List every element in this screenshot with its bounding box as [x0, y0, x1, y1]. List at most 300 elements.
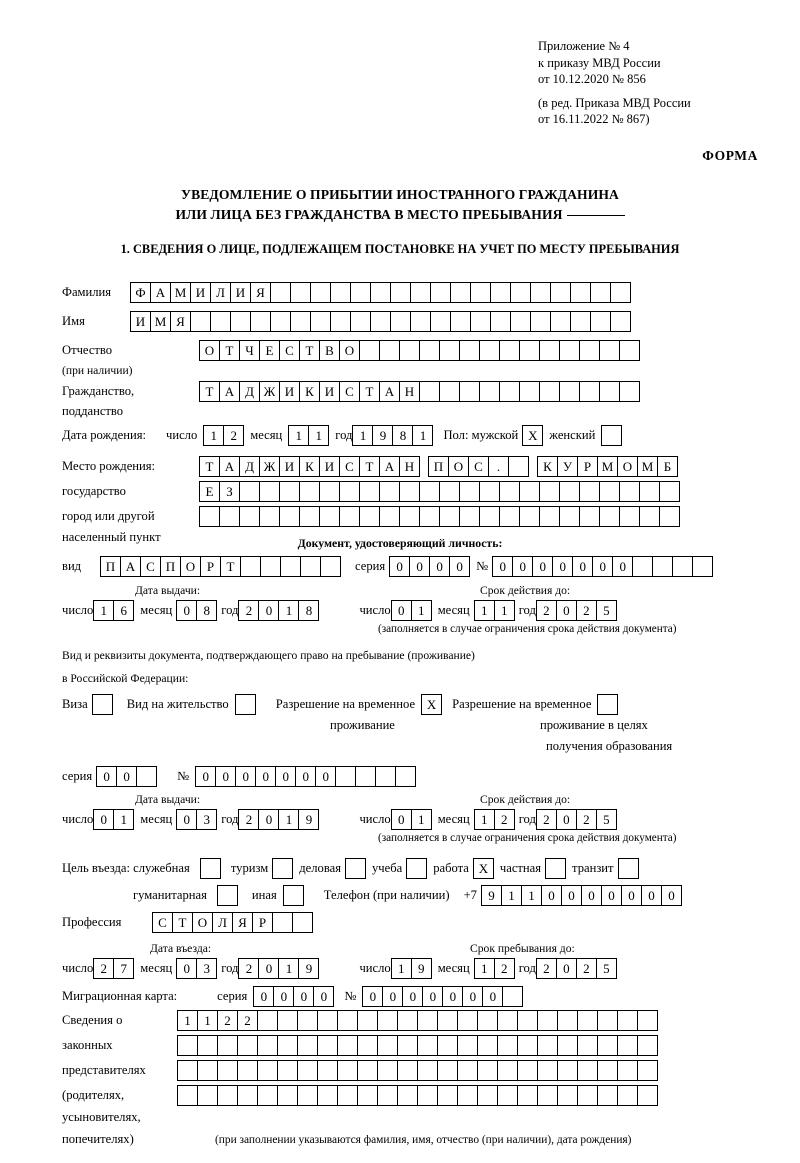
birthplace-country-cell[interactable]: С	[339, 456, 360, 477]
citizenship-cell[interactable]	[419, 381, 440, 402]
birthplace-city-4-cell[interactable]	[459, 506, 480, 527]
temp-residence-checkbox[interactable]: X	[421, 694, 442, 715]
phone-cell[interactable]: 1	[501, 885, 522, 906]
birthplace-city-3-cell[interactable]	[279, 481, 300, 502]
legal-rep-1-cell[interactable]	[597, 1010, 618, 1031]
legal-rep-2-cell[interactable]	[237, 1035, 258, 1056]
birthplace-country-cell[interactable]: Ж	[259, 456, 280, 477]
name-cell[interactable]	[290, 311, 311, 332]
doc-kind-cell[interactable]: Т	[220, 556, 241, 577]
legal-rep-2-cell[interactable]	[177, 1035, 198, 1056]
legal-rep-1-cell[interactable]	[397, 1010, 418, 1031]
phone-cell[interactable]: 0	[581, 885, 602, 906]
migration-number-cell[interactable]: 0	[462, 986, 483, 1007]
permit-number-cell[interactable]: 0	[295, 766, 316, 787]
doc-number-cell[interactable]	[652, 556, 673, 577]
birthplace-city-3-cell[interactable]	[259, 481, 280, 502]
citizenship-cell[interactable]: И	[319, 381, 340, 402]
surname-cell[interactable]	[450, 282, 471, 303]
legal-rep-3-cell[interactable]	[357, 1060, 378, 1081]
permit-number-cell[interactable]	[335, 766, 356, 787]
surname-cell[interactable]	[510, 282, 531, 303]
stay-year-cell[interactable]: 5	[596, 958, 617, 979]
surname-cell[interactable]	[370, 282, 391, 303]
stay-year-cell[interactable]: 0	[556, 958, 577, 979]
name-cell[interactable]	[310, 311, 331, 332]
legal-rep-row-4-input[interactable]	[177, 1085, 658, 1106]
permit-issue-day-cell[interactable]: 0	[93, 809, 114, 830]
name-input[interactable]	[130, 311, 631, 332]
birthplace-city-4-cell[interactable]	[579, 506, 600, 527]
legal-rep-4-cell[interactable]	[297, 1085, 318, 1106]
doc-valid-year-cell[interactable]: 2	[536, 600, 557, 621]
patronymic-cell[interactable]	[439, 340, 460, 361]
doc-number-cell[interactable]: 0	[552, 556, 573, 577]
entry-year-cell[interactable]: 1	[278, 958, 299, 979]
entry-year-cell[interactable]: 0	[258, 958, 279, 979]
surname-cell[interactable]: И	[190, 282, 211, 303]
surname-cell[interactable]	[550, 282, 571, 303]
surname-cell[interactable]: Ф	[130, 282, 151, 303]
migration-series-cell[interactable]: 0	[313, 986, 334, 1007]
patronymic-cell[interactable]: В	[319, 340, 340, 361]
birthplace-city-3-cell[interactable]: Е	[199, 481, 220, 502]
legal-rep-2-cell[interactable]	[537, 1035, 558, 1056]
legal-rep-2-cell[interactable]	[437, 1035, 458, 1056]
stay-year-cell[interactable]: 2	[536, 958, 557, 979]
legal-rep-2-cell[interactable]	[357, 1035, 378, 1056]
birthplace-city-2-cell[interactable]: М	[637, 456, 658, 477]
birthplace-city-4-cell[interactable]	[479, 506, 500, 527]
surname-cell[interactable]	[270, 282, 291, 303]
phone-cell[interactable]: 0	[621, 885, 642, 906]
birthplace-city-2-cell[interactable]: М	[597, 456, 618, 477]
permit-valid-month-cell[interactable]: 2	[494, 809, 515, 830]
birthplace-city-3-cell[interactable]	[339, 481, 360, 502]
legal-rep-3-cell[interactable]	[417, 1060, 438, 1081]
doc-series-cell[interactable]: 0	[449, 556, 470, 577]
phone-cell[interactable]: 0	[561, 885, 582, 906]
name-cell[interactable]: Я	[170, 311, 191, 332]
birthplace-city-3-cell[interactable]	[539, 481, 560, 502]
surname-input[interactable]	[130, 282, 631, 303]
purpose-work-checkbox[interactable]: X	[473, 858, 494, 879]
entry-year-cell[interactable]: 2	[238, 958, 259, 979]
birthplace-country-cell[interactable]: Н	[399, 456, 420, 477]
legal-rep-3-cell[interactable]	[477, 1060, 498, 1081]
doc-kind-cell[interactable]	[260, 556, 281, 577]
birthplace-city-4-cell[interactable]	[339, 506, 360, 527]
legal-rep-2-cell[interactable]	[577, 1035, 598, 1056]
birth-day-cell[interactable]: 1	[203, 425, 224, 446]
profession-cell[interactable]: Я	[232, 912, 253, 933]
patronymic-cell[interactable]: О	[199, 340, 220, 361]
migration-number-cell[interactable]: 0	[442, 986, 463, 1007]
purpose-business-checkbox[interactable]	[345, 858, 366, 879]
doc-valid-month-cell[interactable]: 1	[474, 600, 495, 621]
legal-rep-4-cell[interactable]	[597, 1085, 618, 1106]
legal-rep-2-cell[interactable]	[557, 1035, 578, 1056]
legal-rep-4-cell[interactable]	[477, 1085, 498, 1106]
migration-number-cell[interactable]: 0	[482, 986, 503, 1007]
migration-number-cell[interactable]: 0	[382, 986, 403, 1007]
patronymic-cell[interactable]: Е	[259, 340, 280, 361]
permit-valid-month-input[interactable]	[474, 809, 515, 830]
legal-rep-3-cell[interactable]	[237, 1060, 258, 1081]
birthplace-city-3-cell[interactable]	[299, 481, 320, 502]
citizenship-cell[interactable]	[539, 381, 560, 402]
citizenship-cell[interactable]: Т	[199, 381, 220, 402]
doc-number-cell[interactable]: 0	[572, 556, 593, 577]
patronymic-cell[interactable]	[379, 340, 400, 361]
birthplace-city-3-cell[interactable]	[519, 481, 540, 502]
permit-valid-year-cell[interactable]: 2	[536, 809, 557, 830]
phone-input[interactable]	[481, 885, 682, 906]
citizenship-cell[interactable]	[599, 381, 620, 402]
permit-valid-month-cell[interactable]: 1	[474, 809, 495, 830]
citizenship-cell[interactable]	[459, 381, 480, 402]
phone-cell[interactable]: 0	[661, 885, 682, 906]
edu-residence-checkbox[interactable]	[597, 694, 618, 715]
phone-cell[interactable]: 0	[601, 885, 622, 906]
name-cell[interactable]	[190, 311, 211, 332]
patronymic-cell[interactable]	[479, 340, 500, 361]
birthplace-city-4-cell[interactable]	[499, 506, 520, 527]
doc-kind-cell[interactable]: Р	[200, 556, 221, 577]
doc-number-cell[interactable]	[692, 556, 713, 577]
permit-issue-month-cell[interactable]: 0	[176, 809, 197, 830]
legal-rep-2-cell[interactable]	[517, 1035, 538, 1056]
legal-rep-4-cell[interactable]	[397, 1085, 418, 1106]
name-cell[interactable]	[210, 311, 231, 332]
legal-rep-4-cell[interactable]	[417, 1085, 438, 1106]
doc-issue-month-cell[interactable]: 0	[176, 600, 197, 621]
stay-month-cell[interactable]: 1	[474, 958, 495, 979]
legal-rep-3-cell[interactable]	[317, 1060, 338, 1081]
legal-rep-3-cell[interactable]	[437, 1060, 458, 1081]
permit-issue-month-input[interactable]	[176, 809, 217, 830]
permit-number-cell[interactable]	[395, 766, 416, 787]
permit-issue-year-input[interactable]	[238, 809, 319, 830]
doc-issue-day-input[interactable]	[93, 600, 134, 621]
legal-rep-1-cell[interactable]	[437, 1010, 458, 1031]
stay-month-input[interactable]	[474, 958, 515, 979]
name-cell[interactable]	[570, 311, 591, 332]
doc-issue-day-cell[interactable]: 6	[113, 600, 134, 621]
birthplace-city-4-cell[interactable]	[219, 506, 240, 527]
patronymic-cell[interactable]	[579, 340, 600, 361]
permit-number-cell[interactable]: 0	[255, 766, 276, 787]
legal-rep-3-cell[interactable]	[297, 1060, 318, 1081]
entry-day-cell[interactable]: 2	[93, 958, 114, 979]
legal-rep-2-cell[interactable]	[457, 1035, 478, 1056]
permit-issue-year-cell[interactable]: 1	[278, 809, 299, 830]
birthplace-country-cell[interactable]: Д	[239, 456, 260, 477]
surname-cell[interactable]: М	[170, 282, 191, 303]
legal-rep-3-cell[interactable]	[457, 1060, 478, 1081]
legal-rep-1-cell[interactable]	[577, 1010, 598, 1031]
legal-rep-2-cell[interactable]	[497, 1035, 518, 1056]
birth-year-cell[interactable]: 9	[372, 425, 393, 446]
legal-rep-4-cell[interactable]	[337, 1085, 358, 1106]
doc-issue-month-cell[interactable]: 8	[196, 600, 217, 621]
patronymic-cell[interactable]: Т	[299, 340, 320, 361]
legal-rep-3-cell[interactable]	[277, 1060, 298, 1081]
birthplace-country-cell[interactable]: Т	[359, 456, 380, 477]
birthplace-city-3-cell[interactable]	[379, 481, 400, 502]
residence-permit-checkbox[interactable]	[235, 694, 256, 715]
doc-valid-month-input[interactable]	[474, 600, 515, 621]
birthplace-city-2-cell[interactable]: Р	[577, 456, 598, 477]
name-cell[interactable]	[370, 311, 391, 332]
birthplace-city-3-cell[interactable]	[459, 481, 480, 502]
legal-rep-3-cell[interactable]	[617, 1060, 638, 1081]
citizenship-input[interactable]	[199, 381, 640, 402]
legal-rep-4-cell[interactable]	[437, 1085, 458, 1106]
citizenship-cell[interactable]	[559, 381, 580, 402]
phone-cell[interactable]: 0	[641, 885, 662, 906]
stay-year-cell[interactable]: 2	[576, 958, 597, 979]
name-cell[interactable]	[430, 311, 451, 332]
birthplace-city-4-cell[interactable]	[319, 506, 340, 527]
migration-series-cell[interactable]: 0	[293, 986, 314, 1007]
entry-day-cell[interactable]: 7	[113, 958, 134, 979]
patronymic-input[interactable]	[199, 340, 640, 361]
name-cell[interactable]	[390, 311, 411, 332]
entry-month-cell[interactable]: 0	[176, 958, 197, 979]
name-cell[interactable]	[550, 311, 571, 332]
doc-kind-cell[interactable]: О	[180, 556, 201, 577]
birthplace-city-3-cell[interactable]	[239, 481, 260, 502]
birthplace-city-4-cell[interactable]	[239, 506, 260, 527]
legal-rep-4-cell[interactable]	[237, 1085, 258, 1106]
birthplace-city-4-cell[interactable]	[559, 506, 580, 527]
legal-rep-2-cell[interactable]	[257, 1035, 278, 1056]
entry-day-input[interactable]	[93, 958, 134, 979]
profession-cell[interactable]	[292, 912, 313, 933]
legal-rep-1-cell[interactable]	[457, 1010, 478, 1031]
legal-rep-2-cell[interactable]	[597, 1035, 618, 1056]
birthplace-city-3-cell[interactable]	[399, 481, 420, 502]
birthplace-city-4-cell[interactable]	[419, 506, 440, 527]
permit-valid-day-input[interactable]	[391, 809, 432, 830]
legal-rep-row-3-input[interactable]	[177, 1060, 658, 1081]
profession-cell[interactable]: С	[152, 912, 173, 933]
sex-female-checkbox[interactable]	[601, 425, 622, 446]
profession-cell[interactable]: Р	[252, 912, 273, 933]
birthplace-city-part-1-input[interactable]	[428, 456, 529, 477]
doc-valid-day-input[interactable]	[391, 600, 432, 621]
birthplace-city-4-cell[interactable]	[359, 506, 380, 527]
name-cell[interactable]	[250, 311, 271, 332]
legal-rep-3-cell[interactable]	[497, 1060, 518, 1081]
migration-series-cell[interactable]: 0	[253, 986, 274, 1007]
permit-number-cell[interactable]: 0	[315, 766, 336, 787]
doc-number-cell[interactable]	[672, 556, 693, 577]
surname-cell[interactable]: Я	[250, 282, 271, 303]
purpose-tourism-checkbox[interactable]	[272, 858, 293, 879]
patronymic-cell[interactable]: С	[279, 340, 300, 361]
legal-rep-3-cell[interactable]	[397, 1060, 418, 1081]
phone-cell[interactable]: 0	[541, 885, 562, 906]
doc-kind-cell[interactable]: П	[100, 556, 121, 577]
permit-issue-month-cell[interactable]: 3	[196, 809, 217, 830]
legal-rep-2-cell[interactable]	[217, 1035, 238, 1056]
name-cell[interactable]	[230, 311, 251, 332]
patronymic-cell[interactable]	[599, 340, 620, 361]
legal-rep-2-cell[interactable]	[637, 1035, 658, 1056]
doc-kind-cell[interactable]	[320, 556, 341, 577]
doc-kind-cell[interactable]: С	[140, 556, 161, 577]
birthplace-city-3-cell[interactable]	[319, 481, 340, 502]
citizenship-cell[interactable]: А	[379, 381, 400, 402]
patronymic-cell[interactable]	[539, 340, 560, 361]
birthplace-city-3-cell[interactable]: З	[219, 481, 240, 502]
legal-rep-1-cell[interactable]	[317, 1010, 338, 1031]
surname-cell[interactable]	[610, 282, 631, 303]
permit-number-cell[interactable]: 0	[275, 766, 296, 787]
legal-rep-4-cell[interactable]	[177, 1085, 198, 1106]
permit-number-cell[interactable]: 0	[195, 766, 216, 787]
surname-cell[interactable]	[570, 282, 591, 303]
birthplace-city-1-cell[interactable]: С	[468, 456, 489, 477]
profession-input[interactable]	[152, 912, 313, 933]
permit-series-cell[interactable]	[136, 766, 157, 787]
legal-rep-3-cell[interactable]	[577, 1060, 598, 1081]
doc-kind-cell[interactable]: А	[120, 556, 141, 577]
surname-cell[interactable]: Л	[210, 282, 231, 303]
legal-rep-4-cell[interactable]	[577, 1085, 598, 1106]
birthplace-city-3-cell[interactable]	[619, 481, 640, 502]
legal-rep-4-cell[interactable]	[497, 1085, 518, 1106]
permit-valid-year-cell[interactable]: 2	[576, 809, 597, 830]
legal-rep-1-cell[interactable]	[297, 1010, 318, 1031]
birthplace-city-4-cell[interactable]	[259, 506, 280, 527]
birthplace-city-4-cell[interactable]	[299, 506, 320, 527]
legal-rep-1-cell[interactable]	[477, 1010, 498, 1031]
purpose-humanitarian-checkbox[interactable]	[217, 885, 238, 906]
legal-rep-1-cell[interactable]	[497, 1010, 518, 1031]
doc-series-cell[interactable]: 0	[409, 556, 430, 577]
doc-issue-day-cell[interactable]: 1	[93, 600, 114, 621]
birthplace-city-3-cell[interactable]	[599, 481, 620, 502]
sex-male-checkbox[interactable]: X	[522, 425, 543, 446]
doc-valid-day-cell[interactable]: 1	[411, 600, 432, 621]
birthplace-city-3-cell[interactable]	[359, 481, 380, 502]
birthplace-city-1-cell[interactable]: .	[488, 456, 509, 477]
surname-cell[interactable]	[350, 282, 371, 303]
migration-number-cell[interactable]	[502, 986, 523, 1007]
doc-issue-year-cell[interactable]: 8	[298, 600, 319, 621]
legal-rep-1-cell[interactable]	[517, 1010, 538, 1031]
entry-month-cell[interactable]: 3	[196, 958, 217, 979]
birthplace-city-2-cell[interactable]: О	[617, 456, 638, 477]
legal-rep-3-cell[interactable]	[597, 1060, 618, 1081]
legal-rep-3-cell[interactable]	[517, 1060, 538, 1081]
entry-year-cell[interactable]: 9	[298, 958, 319, 979]
birth-month-cell[interactable]: 1	[288, 425, 309, 446]
doc-kind-cell[interactable]: П	[160, 556, 181, 577]
permit-valid-year-cell[interactable]: 5	[596, 809, 617, 830]
legal-rep-4-cell[interactable]	[277, 1085, 298, 1106]
doc-valid-year-cell[interactable]: 0	[556, 600, 577, 621]
birthplace-city-3-cell[interactable]	[559, 481, 580, 502]
citizenship-cell[interactable]: Т	[359, 381, 380, 402]
birth-year-cell[interactable]: 8	[392, 425, 413, 446]
permit-issue-year-cell[interactable]: 9	[298, 809, 319, 830]
legal-rep-row-2-input[interactable]	[177, 1035, 658, 1056]
legal-rep-1-cell[interactable]	[537, 1010, 558, 1031]
birth-year-input[interactable]	[352, 425, 433, 446]
legal-rep-1-cell[interactable]	[617, 1010, 638, 1031]
name-cell[interactable]	[530, 311, 551, 332]
migration-series-cell[interactable]: 0	[273, 986, 294, 1007]
birthplace-city-3-cell[interactable]	[639, 481, 660, 502]
stay-day-cell[interactable]: 9	[411, 958, 432, 979]
profession-cell[interactable]: Т	[172, 912, 193, 933]
stay-day-cell[interactable]: 1	[391, 958, 412, 979]
legal-rep-2-cell[interactable]	[417, 1035, 438, 1056]
surname-cell[interactable]	[310, 282, 331, 303]
doc-number-input[interactable]	[492, 556, 713, 577]
citizenship-cell[interactable]	[499, 381, 520, 402]
patronymic-cell[interactable]	[619, 340, 640, 361]
profession-cell[interactable]	[272, 912, 293, 933]
birthplace-city-4-cell[interactable]	[639, 506, 660, 527]
profession-cell[interactable]: Л	[212, 912, 233, 933]
legal-rep-3-cell[interactable]	[217, 1060, 238, 1081]
name-cell[interactable]	[350, 311, 371, 332]
name-cell[interactable]	[450, 311, 471, 332]
legal-rep-1-cell[interactable]	[637, 1010, 658, 1031]
birthplace-city-3-cell[interactable]	[479, 481, 500, 502]
legal-rep-4-cell[interactable]	[197, 1085, 218, 1106]
legal-rep-2-cell[interactable]	[377, 1035, 398, 1056]
legal-rep-3-cell[interactable]	[377, 1060, 398, 1081]
permit-number-cell[interactable]: 0	[215, 766, 236, 787]
birthplace-city-1-cell[interactable]	[508, 456, 529, 477]
permit-valid-day-cell[interactable]: 0	[391, 809, 412, 830]
legal-rep-2-cell[interactable]	[197, 1035, 218, 1056]
birthplace-city-part-3-input[interactable]	[199, 481, 680, 502]
doc-series-input[interactable]	[389, 556, 470, 577]
legal-rep-4-cell[interactable]	[537, 1085, 558, 1106]
name-cell[interactable]: И	[130, 311, 151, 332]
phone-cell[interactable]: 9	[481, 885, 502, 906]
doc-number-cell[interactable]: 0	[612, 556, 633, 577]
legal-rep-1-cell[interactable]	[357, 1010, 378, 1031]
birthplace-city-3-cell[interactable]	[659, 481, 680, 502]
citizenship-cell[interactable]	[439, 381, 460, 402]
legal-rep-3-cell[interactable]	[257, 1060, 278, 1081]
doc-kind-cell[interactable]	[300, 556, 321, 577]
legal-rep-3-cell[interactable]	[637, 1060, 658, 1081]
patronymic-cell[interactable]	[559, 340, 580, 361]
birthplace-city-4-cell[interactable]	[199, 506, 220, 527]
doc-valid-year-input[interactable]	[536, 600, 617, 621]
surname-cell[interactable]	[430, 282, 451, 303]
doc-number-cell[interactable]	[632, 556, 653, 577]
surname-cell[interactable]: А	[150, 282, 171, 303]
profession-cell[interactable]: О	[192, 912, 213, 933]
legal-rep-2-cell[interactable]	[337, 1035, 358, 1056]
legal-rep-2-cell[interactable]	[317, 1035, 338, 1056]
surname-cell[interactable]	[490, 282, 511, 303]
citizenship-cell[interactable]	[519, 381, 540, 402]
patronymic-cell[interactable]	[399, 340, 420, 361]
doc-issue-year-cell[interactable]: 1	[278, 600, 299, 621]
birth-year-cell[interactable]: 1	[352, 425, 373, 446]
